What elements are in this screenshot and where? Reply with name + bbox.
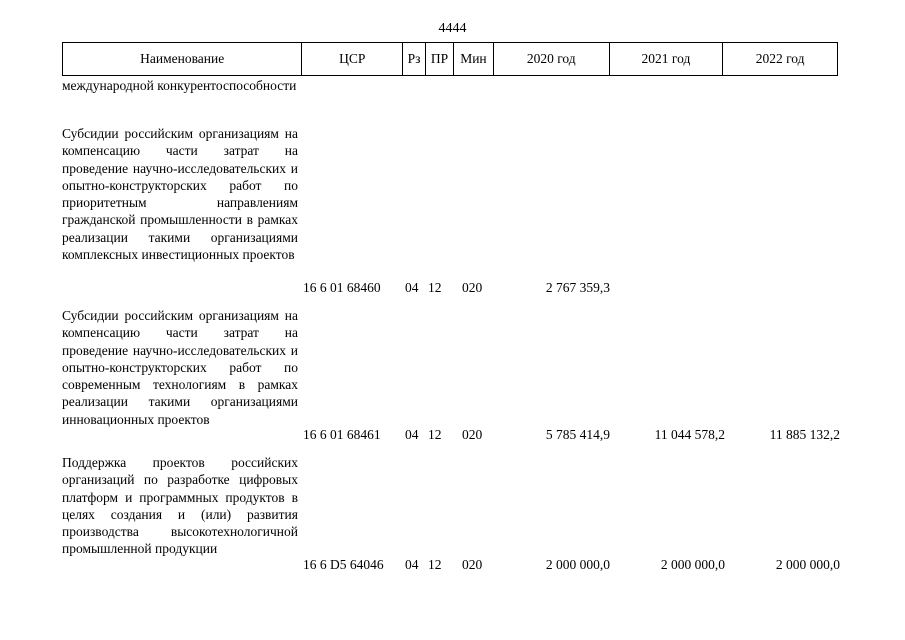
header-name: Наименование: [63, 43, 302, 75]
header-pr: ПР: [426, 43, 454, 75]
row-2-2020: 5 785 414,9: [545, 427, 610, 442]
row-3-2020: 2 000 000,0: [545, 557, 610, 572]
header-rz: Рз: [403, 43, 426, 75]
row-3-2022: 2 000 000,0: [775, 557, 840, 572]
row-1-csr: 16 6 01 68460: [303, 280, 381, 295]
header-2022: 2022 год: [755, 51, 805, 66]
table-header: [62, 42, 838, 76]
page-number: 4444: [438, 21, 467, 36]
row-1-2020: 2 767 359,3: [545, 280, 610, 295]
row-1-pr: 12: [428, 280, 442, 295]
header-csr: ЦСР: [302, 43, 403, 75]
header-2020: 2020 год: [494, 43, 610, 75]
row-3-2021: 2 000 000,0: [660, 557, 725, 572]
row-3-rz: 04: [405, 557, 419, 572]
row-2-pr: 12: [428, 427, 442, 442]
row-2-2021: 11 044 578,2: [654, 427, 725, 442]
row-2-csr: 16 6 01 68461: [303, 427, 381, 442]
row-3-pr: 12: [428, 557, 442, 572]
header-min: Мин: [454, 43, 494, 75]
row-2-2022: 11 885 132,2: [769, 427, 840, 442]
continuation-text: международной конкурентоспособности: [62, 78, 297, 93]
row-3-min: 020: [462, 557, 483, 572]
row-1-name: Субсидии российским организациям на компенсацию части затрат на проведение научно-исследовательских и опытно-конструкторских работ по приоритетным направлениям гражданской промышленности в рамках реализации такими организациями комплексных инвестиционных проектов: [62, 126, 298, 262]
row-1-rz: 04: [405, 280, 419, 295]
row-1-min: 020: [462, 280, 483, 295]
row-2-min: 020: [462, 427, 483, 442]
header-2021: 2021 год: [610, 43, 724, 75]
row-3-name: Поддержка проектов российских организаций по разработке цифровых платформ и программных продуктов в целях создания и (или) развития производства высокотехнологичной промышленной продукции: [62, 455, 298, 557]
row-2-rz: 04: [405, 427, 419, 442]
row-2-name: Субсидии российским организациям на компенсацию части затрат на проведение научно-исследовательских и опытно-конструкторских работ по современным технологиям в рамках реализации такими организациями инновационных проектов: [62, 308, 298, 427]
row-3-csr: 16 6 D5 64046: [303, 557, 384, 572]
